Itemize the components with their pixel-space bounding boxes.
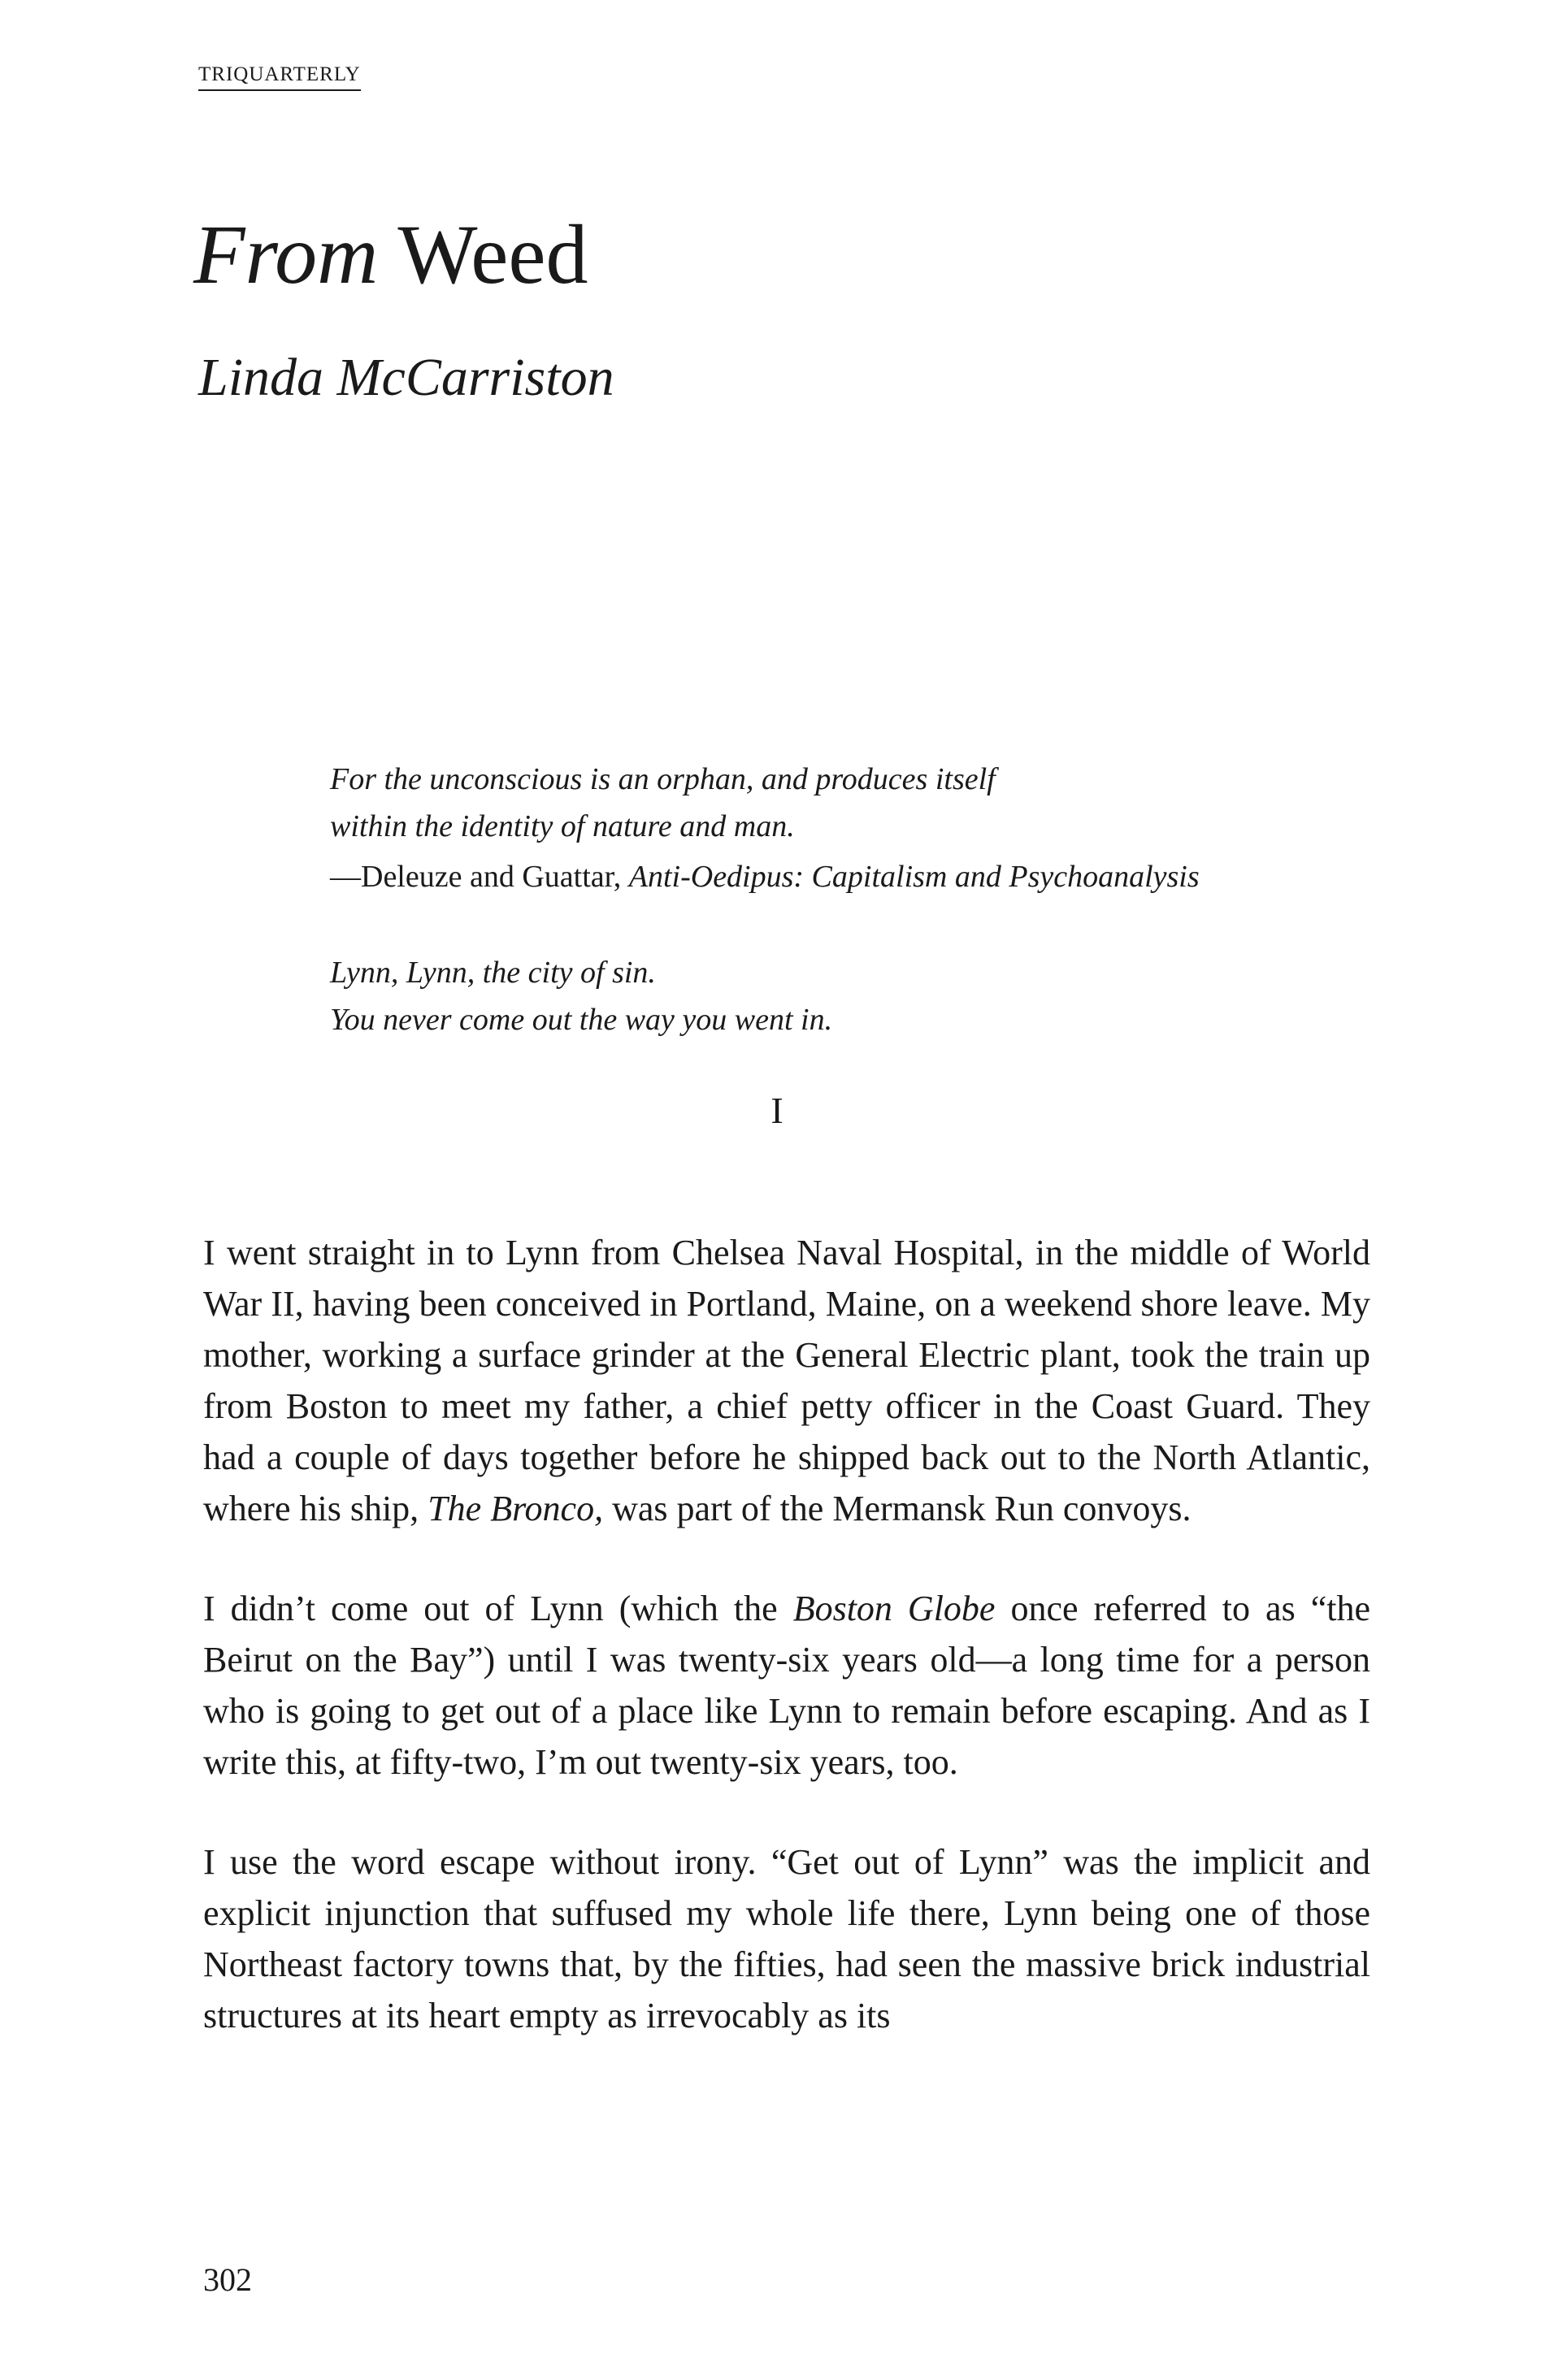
rhyme-line: Lynn, Lynn, the city of sin. bbox=[330, 956, 656, 990]
epigraph-quote bbox=[330, 756, 1387, 850]
paragraph-text: I didn’t come out of Lynn (which the bbox=[203, 1589, 793, 1628]
ship-name: The Bronco, bbox=[428, 1489, 604, 1528]
title-word-weed: Weed bbox=[397, 208, 588, 301]
attribution-book-title: Anti-Oedipus: Capitalism and Psychoanalysis bbox=[628, 860, 1200, 894]
paragraph-text: I use the word escape without irony. “Get out of Lynn” was the implicit and explicit injunction that suffused my whole life there, Lynn being one of those Northeast factory towns that, by the fifties, had seen the massive brick industrial structures at its heart empty as irrevocably as its bbox=[203, 1842, 1370, 2035]
epigraph-attribution bbox=[330, 853, 1387, 900]
page-number: 302 bbox=[203, 2261, 252, 2298]
running-head: TRIQUARTERLY bbox=[198, 63, 361, 91]
section-numeral: I bbox=[770, 1090, 784, 1131]
page-title bbox=[193, 208, 588, 301]
paragraph-text: once referred to as “the Beirut on the Bay”) until I was twenty-six years old—a long time for a person who is going to get out of a place like Lynn to remain before escaping. And as I write this, at fifty-two, I’m out twenty-six years, too. bbox=[203, 1589, 1370, 1782]
paragraph bbox=[203, 1836, 1370, 2041]
paragraph-text: was part of the Mermansk Run convoys. bbox=[603, 1489, 1192, 1528]
epigraph bbox=[330, 756, 1387, 1043]
epigraph-quote-line: within the identity of nature and man. bbox=[330, 809, 795, 843]
epigraph-rhyme bbox=[330, 949, 1387, 1043]
paragraph-text: I went straight in to Lynn from Chelsea Naval Hospital, in the middle of World War II, having been conceived in Portland, Maine, on a weekend shore leave. My mother, working a surface grinder at the General Electric plant, took the train up from Boston to meet my father, a chief petty officer in the Coast Guard. They had a couple of days together before he shipped back out to the North Atlantic, where his ship, bbox=[203, 1233, 1370, 1528]
title-word-from: From bbox=[193, 208, 379, 301]
epigraph-quote-line: For the unconscious is an orphan, and produces itself bbox=[330, 762, 996, 796]
rhyme-line: You never come out the way you went in. bbox=[330, 1003, 833, 1037]
paragraph bbox=[203, 1227, 1370, 1534]
newspaper-name: Boston Globe bbox=[792, 1589, 996, 1628]
attribution-authors: —Deleuze and Guattar, bbox=[330, 860, 629, 894]
author-name: Linda McCarriston bbox=[198, 348, 614, 407]
body-text bbox=[203, 1227, 1370, 2090]
paragraph bbox=[203, 1583, 1370, 1788]
